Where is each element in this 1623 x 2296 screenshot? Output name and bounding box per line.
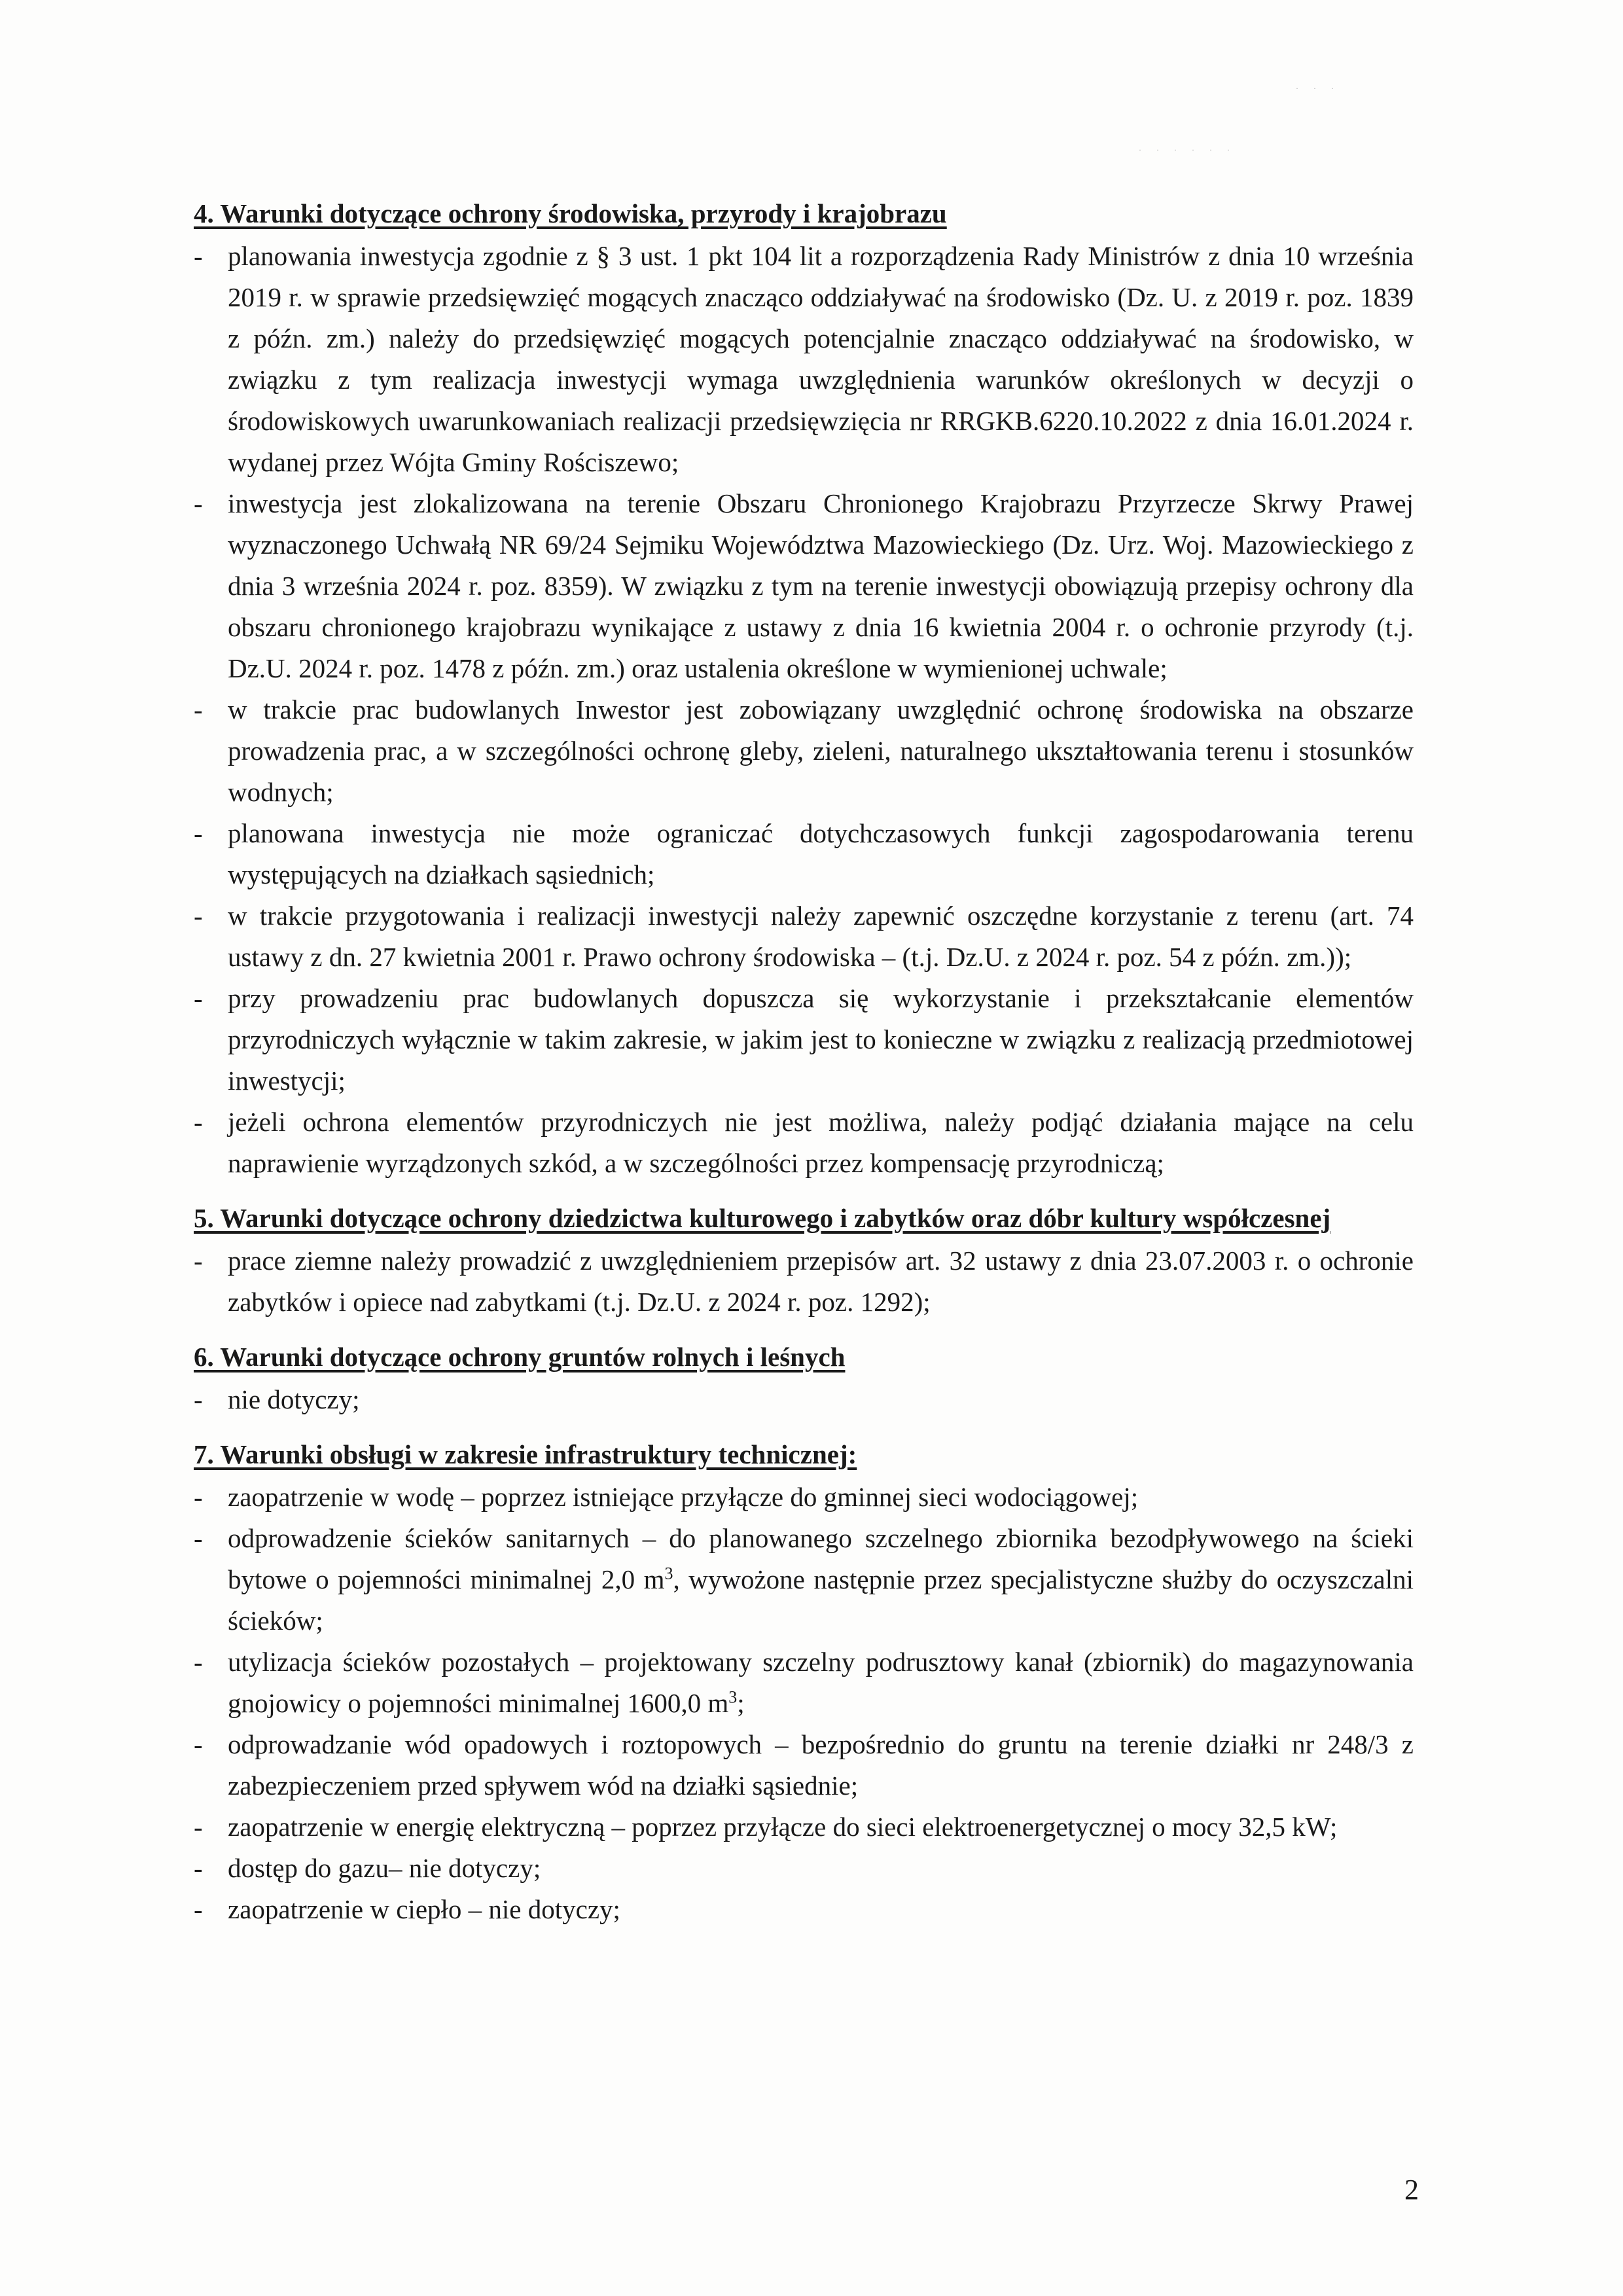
list-item-text: planowana inwestycja nie może ograniczać dotychczasowych funkcji zagospodarowania terenu występujących na działkach sąsiednich;: [228, 818, 1414, 889]
section-heading: 7. Warunki obsługi w zakresie infrastruktury technicznej:: [194, 1439, 857, 1469]
page-number: 2: [1404, 2174, 1419, 2206]
list-item: [194, 895, 1414, 978]
section-5: [194, 1198, 1414, 1323]
list-item: [194, 1724, 1414, 1806]
list-item-text-tail: , wywożone następnie przez specjalistyczne służby do oczyszczalni ścieków;: [228, 1564, 1414, 1636]
list-item: [194, 1848, 1414, 1889]
list-item-text: zaopatrzenie w ciepło – nie dotyczy;: [228, 1894, 620, 1924]
scan-artifact: · · ·: [1296, 84, 1340, 93]
list-item-text: odprowadzanie wód opadowych i roztopowych – bezpośrednio do gruntu na terenie działki nr 248/3 z zabezpieczeniem przed spływem wód na działki sąsiednie;: [228, 1729, 1414, 1801]
list-item-text: jeżeli ochrona elementów przyrodniczych nie jest możliwa, należy podjąć działania mające na celu naprawienie wyrządzonych szkód, a w szczególności przez kompensację przyrodniczą;: [228, 1107, 1414, 1178]
list-item: [194, 1379, 1414, 1420]
section-heading: 5. Warunki dotyczące ochrony dziedzictwa kulturowego i zabytków oraz dóbr kultury współczesnej: [194, 1203, 1331, 1233]
list-item-text: nie dotyczy;: [228, 1384, 360, 1414]
list-item: [194, 1518, 1414, 1641]
list-item-text: inwestycja jest zlokalizowana na terenie Obszaru Chronionego Krajobrazu Przyrzecze Skrwy Prawej wyznaczonego Uchwałą NR 69/24 Sejmiku Województwa Mazowieckiego (Dz. Urz. Woj. Mazowieckiego z dnia 3 września 2024 r. poz. 8359). W związku z tym na terenie inwestycji obowiązują przepisy ochrony dla obszaru chronionego krajobrazu wynikające z ustawy z dnia 16 kwietnia 2004 r. o ochronie przyrody (t.j. Dz.U. 2024 r. poz. 1478 z późn. zm.) oraz ustalenia określone w wymienionej uchwale;: [228, 488, 1414, 683]
list-item: [194, 689, 1414, 813]
list-item-text: w trakcie prac budowlanych Inwestor jest zobowiązany uwzględnić ochronę środowiska na obszarze prowadzenia prac, a w szczególności ochronę gleby, zieleni, naturalnego ukształtowania terenu i stosunków wodnych;: [228, 694, 1414, 807]
list-item-text: prace ziemne należy prowadzić z uwzględnieniem przepisów art. 32 ustawy z dnia 23.07.2003 r. o ochronie zabytków i opiece nad zabytkami (t.j. Dz.U. z 2024 r. poz. 1292);: [228, 1246, 1414, 1317]
section-6: [194, 1337, 1414, 1420]
list-item: [194, 1102, 1414, 1184]
list-item-text-tail: ;: [737, 1688, 745, 1718]
section-heading: 4. Warunki dotyczące ochrony środowiska, przyrody i krajobrazu: [194, 198, 947, 228]
list-item: [194, 1889, 1414, 1930]
list-item: [194, 1641, 1414, 1724]
item-list: [194, 236, 1414, 1184]
item-list: [194, 1379, 1414, 1420]
section-4: [194, 194, 1414, 1184]
list-item: [194, 1806, 1414, 1848]
list-item-text: planowania inwestycja zgodnie z § 3 ust. 1 pkt 104 lit a rozporządzenia Rady Ministrów z dnia 10 września 2019 r. w sprawie przedsięwzięć mogących znacząco oddziaływać na środowisko (Dz. U. z 2019 r. poz. 1839 z późn. zm.) należy do przedsięwzięć mogących potencjalnie znacząco oddziaływać na środowisko, w związku z tym realizacja inwestycji wymaga uwzględnienia warunków określonych w decyzji o środowiskowych uwarunkowaniach realizacji przedsięwzięcia nr RRGKB.6220.10.2022 z dnia 16.01.2024 r. wydanej przez Wójta Gminy Rościszewo;: [228, 241, 1414, 477]
item-list: [194, 1477, 1414, 1930]
list-item: [194, 1477, 1414, 1518]
list-item-text: zaopatrzenie w wodę – poprzez istniejące przyłącze do gminnej sieci wodociągowej;: [228, 1482, 1139, 1512]
list-item: [194, 483, 1414, 689]
list-item-text: odprowadzenie ścieków sanitarnych – do planowanego szczelnego zbiornika bezodpływowego na ścieki bytowe o pojemności minimalnej 2,0 m: [228, 1523, 1414, 1594]
list-item-text: dostęp do gazu– nie dotyczy;: [228, 1853, 541, 1883]
list-item: [194, 1240, 1414, 1323]
list-item: [194, 813, 1414, 895]
scan-artifact: · · · · · ·: [1139, 145, 1236, 154]
section-7: [194, 1435, 1414, 1930]
list-item: [194, 236, 1414, 483]
section-heading: 6. Warunki dotyczące ochrony gruntów rolnych i leśnych: [194, 1342, 846, 1372]
list-item-text: w trakcie przygotowania i realizacji inwestycji należy zapewnić oszczędne korzystanie z terenu (art. 74 ustawy z dn. 27 kwietnia 2001 r. Prawo ochrony środowiska – (t.j. Dz.U. z 2024 r. poz. 54 z późn. zm.));: [228, 901, 1414, 972]
document-body: [194, 194, 1414, 1945]
item-list: [194, 1240, 1414, 1323]
superscript: 3: [664, 1564, 673, 1583]
superscript: 3: [728, 1687, 738, 1707]
list-item: [194, 978, 1414, 1102]
list-item-text: utylizacja ścieków pozostałych – projektowany szczelny podrusztowy kanał (zbiornik) do magazynowania gnojowicy o pojemności minimalnej 1600,0 m: [228, 1647, 1414, 1718]
list-item-text: zaopatrzenie w energię elektryczną – poprzez przyłącze do sieci elektroenergetycznej o mocy 32,5 kW;: [228, 1812, 1338, 1842]
list-item-text: przy prowadzeniu prac budowlanych dopuszcza się wykorzystanie i przekształcanie elementów przyrodniczych wyłącznie w takim zakresie, w jakim jest to konieczne w związku z realizacją przedmiotowej inwestycji;: [228, 983, 1414, 1096]
